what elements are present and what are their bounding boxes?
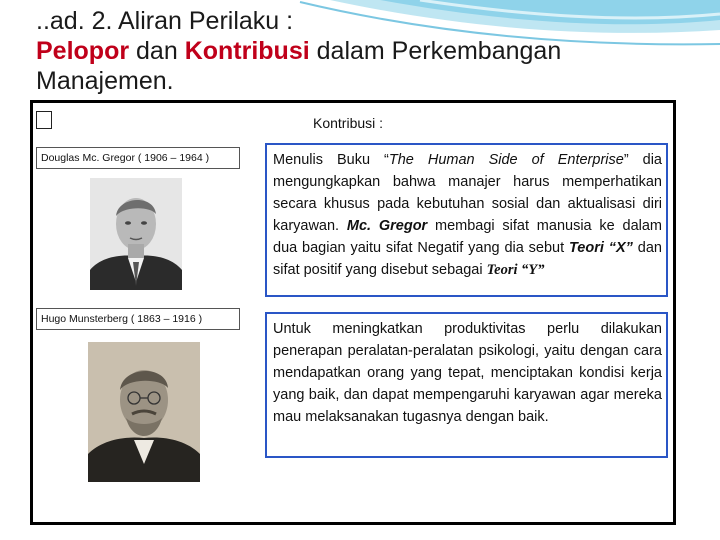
book-title: The Human Side of Enterprise [388,152,624,168]
munsterberg-contribution [265,312,668,458]
person-name-mcgregor: Douglas Mc. Gregor ( 1906 – 1964 ) [36,147,240,169]
title-line2: Manajemen. [36,67,174,95]
title-mid: dan [129,37,185,65]
title-suffix: dalam Perkembangan [309,37,562,65]
theory-y: Teori “Y” [486,262,545,278]
title-prefix: ..ad. 2. Aliran Perilaku : [36,7,294,35]
placeholder-box-icon [36,111,52,129]
desc-text: Menulis Buku “ [273,152,389,168]
desc-text: Untuk meningkatkan produktivitas perlu dilakukan penerapan peralatan-peralatan psikologi, yaitu dengan cara mendapatkan orang yang tepat, menciptakan kondisi kerja yang baik, dan dapat mempengaruhi karyawan agar mereka mau melaksanakan tugasnya dengan baik. [273,321,662,425]
mcgregor-contribution [265,143,668,297]
title-word-kontribusi: Kontribusi [184,37,310,65]
desc-text: dan sifat positif yang disebut sebagai [273,240,662,278]
kontribusi-label: Kontribusi : [313,115,384,131]
munsterberg-photo [88,342,200,482]
slide-title [36,6,716,96]
person-ref: Mc. Gregor [346,218,428,234]
title-word-pelopor: Pelopor [36,37,130,65]
theory-x: Teori “X” [568,240,633,256]
desc-text: ” dia mengungkapkan bahwa manajer harus memperhatikan secara khusus pada kebutuhan sosial dan aktualisasi diri karyawan. [273,152,662,234]
person-name-munsterberg: Hugo Munsterberg ( 1863 – 1916 ) [36,308,240,330]
mcgregor-photo [90,178,182,290]
desc-text: membagi sifat manusia ke dalam dua bagian yaitu sifat Negatif yang dia sebut [273,218,662,256]
